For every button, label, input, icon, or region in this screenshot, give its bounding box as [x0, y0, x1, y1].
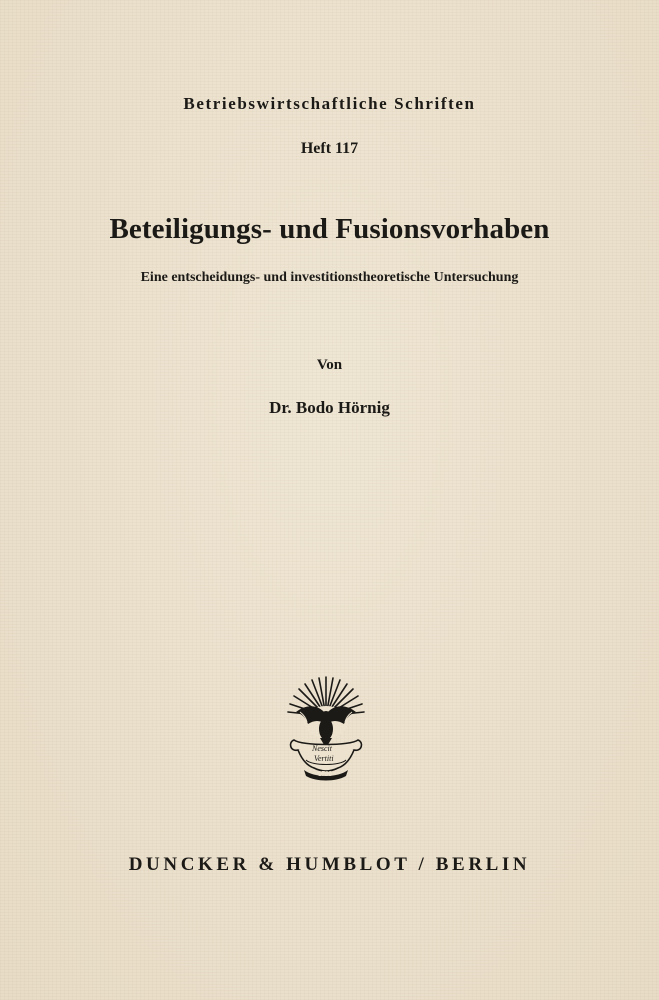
eagle-sunburst-icon	[284, 674, 368, 782]
emblem-motto-line2: Vertiti	[314, 754, 334, 763]
book-title: Beteiligungs- und Fusionsvorhaben	[109, 213, 550, 245]
emblem-motto-line1: Nescit	[312, 744, 332, 753]
book-subtitle: Eine entscheidungs- und investitionstheoretische Untersuchung	[140, 270, 519, 285]
series-title: Betriebswirtschaftliche Schriften	[183, 94, 476, 113]
by-label: Von	[316, 357, 343, 373]
emblem-year: 1798	[318, 770, 332, 778]
author-name: Dr. Bodo Hörnig	[269, 398, 390, 417]
publisher-imprint: DUNCKER & HUMBLOT / BERLIN	[128, 854, 531, 875]
publisher-emblem-svg	[284, 674, 368, 782]
volume-number: Heft 117	[300, 140, 359, 157]
